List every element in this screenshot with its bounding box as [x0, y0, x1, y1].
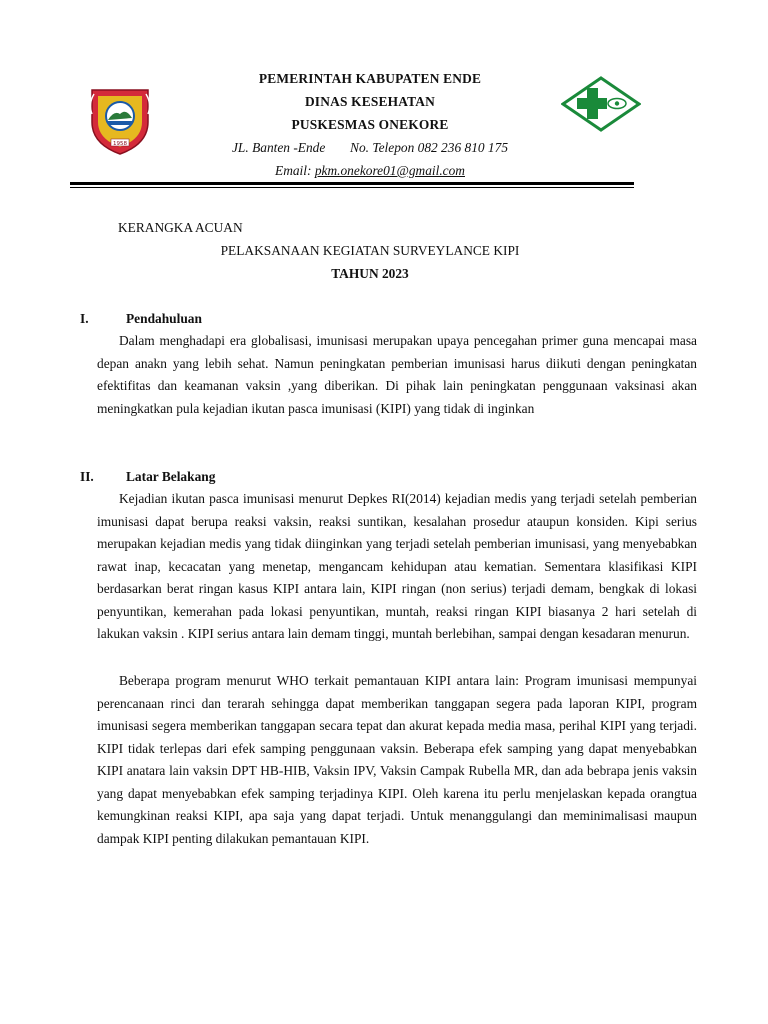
address-line	[130, 140, 610, 156]
section-paragraph: Kejadian ikutan pasca imunisasi menurut Depkes RI(2014) kejadian medis yang terjadi setelah pemberian imunisasi dapat berupa reaksi vaksin, reaksi suntikan, kesalahan prosedur ataupun konsiden. Kipi serius merupakan kejadian medis yang tidak diinginkan yang terjadi setelah pemberian imunisasi, yang menyebabkan rawat inap, kecacatan yang menetap, mengancam kehidupan atau kematian. Sementara klasifikasi KIPI berdasarkan berat ringan kasus KIPI antara lain, KIPI ringan (non serius) terjadi demam, bengkak di lokasi penyuntikan, kemerahan pada lokasi penyuntikan, muntah, reaksi ringan KIPI biasanya 2 hari setelah di lakukan vaksin . KIPI serius antara lain demam tinggi, muntah berlebihan, sampai dengan kesadaran menurun.	[97, 491, 697, 641]
section-title: Pendahuluan	[126, 311, 202, 326]
email-label: Email:	[275, 163, 312, 178]
email-line	[130, 163, 610, 179]
address-text: JL. Banten -Ende	[231, 140, 326, 155]
section-paragraph: Beberapa program menurut WHO terkait pemantauan KIPI antara lain: Program imunisasi mempunyai perencanaan rinci dan terarah sehingga dapat memberikan tanggapan segera pada laporan KIPI, program imunisasi segera memberikan tanggapan secara tepat dan akurat kepada media masa, perihal KIPI yang terjadi. KIPI tidak terlepas dari efek samping penggunaan vaksin. Beberapa efek samping yang dapat menyebabkan KIPI anatara lain vaksin DPT HB-HIB, Vaksin IPV, Vaksin Campak Rubella MR, dan ada bebrapa jenis vaksin yang dapat menyebabkan efek samping terjadinya KIPI. Oleh karena itu perlu menjelaskan kepada orangtua kemungkinan reaksi KIPI, apa saja yang dapat terjadi. Untuk menanggulangi dan meminimalisasi maupun dampak KIPI penting dilakukan pemantauan KIPI.	[97, 673, 697, 846]
section-number: II.	[80, 469, 94, 484]
doc-title-year: TAHUN 2023	[331, 266, 409, 281]
government-name: PEMERINTAH KABUPATEN ENDE	[258, 71, 482, 86]
puskesmas-name: PUSKESMAS ONEKORE	[291, 117, 449, 132]
section-title: Latar Belakang	[126, 469, 216, 484]
section-number: I.	[80, 311, 89, 326]
phone-text: No. Telepon 082 236 810 175	[350, 140, 509, 155]
header-divider-thin	[70, 187, 634, 188]
doc-title-line1: KERANGKA ACUAN	[118, 220, 243, 235]
section-paragraph: Dalam menghadapi era globalisasi, imunisasi merupakan upaya pencegahan primer guna mencapai masa depan anakn yang lebih sehat. Namun peningkatan pemberian imunisasi harus diikuti dengan peningkatan efektifitas dan keamanan vaksin ,yang diberikan. Di pihak lain peningkatan penggunaan vaksinasi akan meningkatkan pula kejadian ikutan pasca imunisasi (KIPI) yang tidak di inginkan	[97, 333, 697, 416]
department-name: DINAS KESEHATAN	[304, 94, 436, 109]
emblem-year: 1958	[113, 141, 127, 147]
email-link[interactable]: pkm.onekore01@gmail.com	[314, 163, 465, 178]
header-divider	[70, 182, 634, 185]
doc-title-line2: PELAKSANAAN KEGIATAN SURVEYLANCE KIPI	[220, 243, 520, 258]
